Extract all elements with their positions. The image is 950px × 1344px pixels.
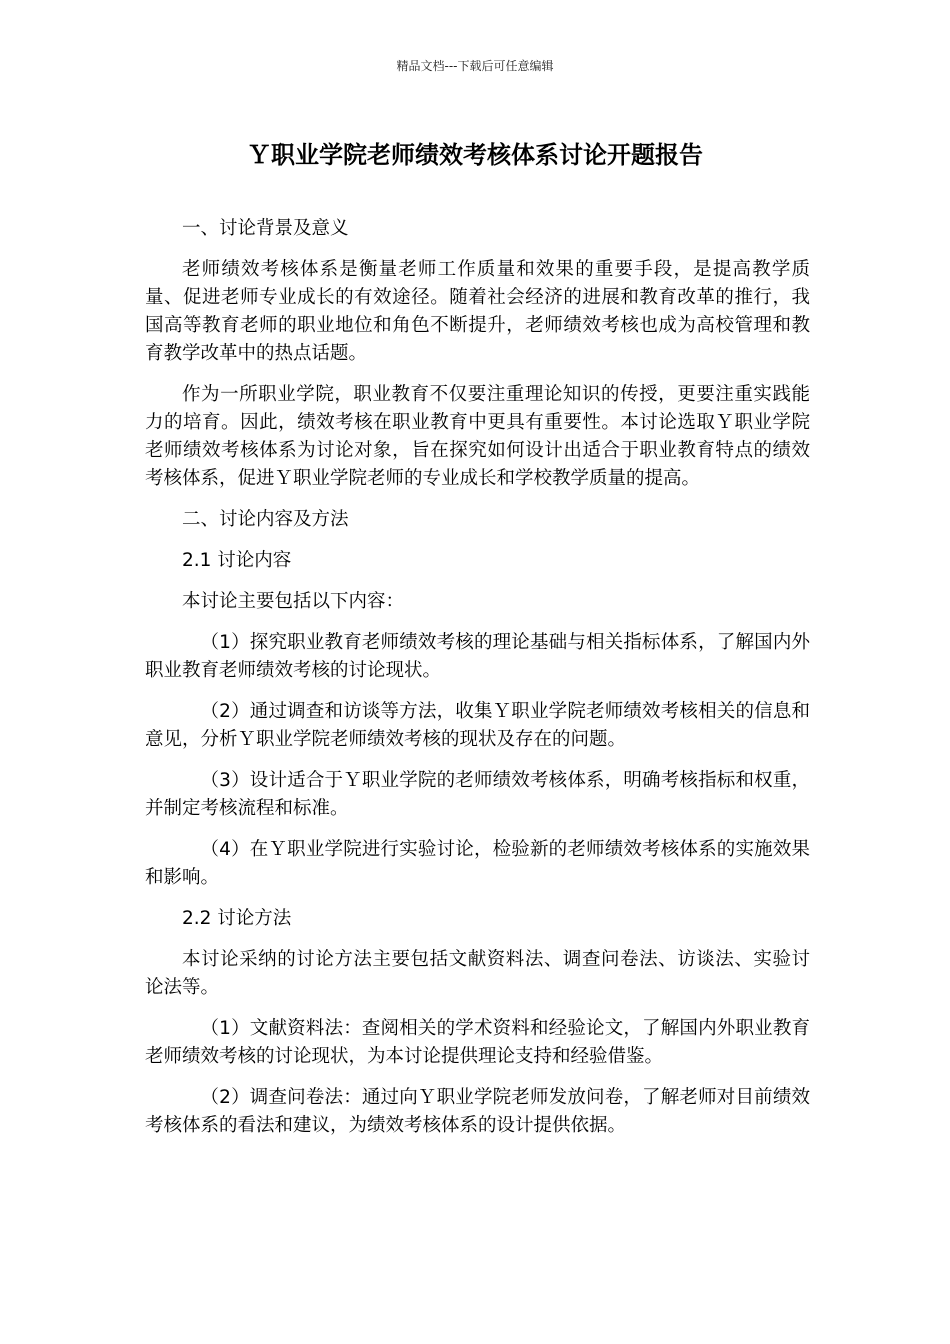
document-title: Ｙ职业学院老师绩效考核体系讨论开题报告	[247, 141, 703, 169]
section-heading-background: 一、讨论背景及意义	[182, 218, 349, 239]
list-item-content-3: （3）设计适合于Ｙ职业学院的老师绩效考核体系，明确考核指标和权重，并制定考核流程和标准。	[145, 770, 810, 819]
paragraph-method-intro: 本讨论采纳的讨论方法主要包括文献资料法、调查问卷法、访谈法、实验讨论法等。	[145, 949, 810, 998]
subsection-heading-method: 2.2 讨论方法	[182, 908, 292, 929]
paragraph-content-intro: 本讨论主要包括以下内容：	[182, 591, 405, 612]
paragraph-background-1: 老师绩效考核体系是衡量老师工作质量和效果的重要手段，是提高教学质量、促进老师专业成长的有效途径。随着社会经济的进展和教育改革的推行，我国高等教育老师的职业地位和角色不断提升，老师绩效考核也成为高校管理和教育教学改革中的热点话题。	[145, 259, 810, 364]
list-item-content-2: （2）通过调查和访谈等方法，收集Ｙ职业学院老师绩效考核相关的信息和意见，分析Ｙ职业学院老师绩效考核的现状及存在的问题。	[145, 701, 810, 750]
subsection-heading-content: 2.1 讨论内容	[182, 550, 292, 571]
list-item-method-1: （1）文献资料法：查阅相关的学术资料和经验论文，了解国内外职业教育老师绩效考核的讨论现状，为本讨论提供理论支持和经验借鉴。	[145, 1018, 810, 1067]
list-item-content-4: （4）在Ｙ职业学院进行实验讨论，检验新的老师绩效考核体系的实施效果和影响。	[145, 839, 810, 888]
section-heading-content-method: 二、讨论内容及方法	[182, 509, 349, 530]
list-item-content-1: （1）探究职业教育老师绩效考核的理论基础与相关指标体系，了解国内外职业教育老师绩效考核的讨论现状。	[145, 632, 810, 681]
header-note: 精品文档---下载后可任意编辑	[396, 59, 554, 73]
document-body	[145, 215, 810, 1153]
paragraph-background-2: 作为一所职业学院，职业教育不仅要注重理论知识的传授，更要注重实践能力的培育。因此，绩效考核在职业教育中更具有重要性。本讨论选取Ｙ职业学院老师绩效考核体系为讨论对象，旨在探究如何设计出适合于职业教育特点的绩效考核体系，促进Ｙ职业学院老师的专业成长和学校教学质量的提高。	[145, 384, 810, 489]
list-item-method-2: （2）调查问卷法：通过向Ｙ职业学院老师发放问卷，了解老师对目前绩效考核体系的看法和建议，为绩效考核体系的设计提供依据。	[145, 1087, 810, 1136]
